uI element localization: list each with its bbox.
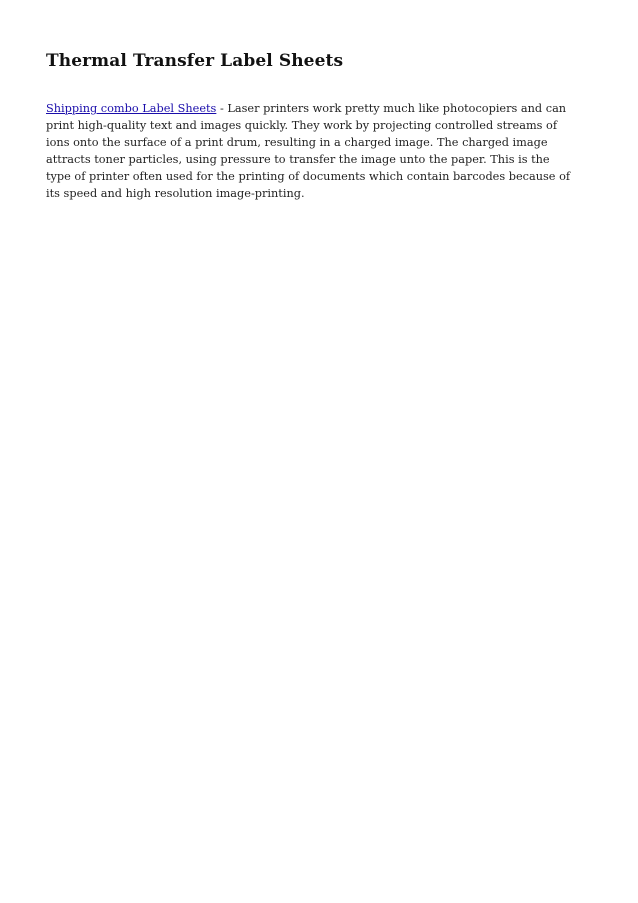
document-title: Thermal Transfer Label Sheets bbox=[46, 51, 344, 71]
shipping-combo-link[interactable]: Shipping combo Label Sheets bbox=[46, 102, 217, 115]
paragraph-text: Laser printers work pretty much like photocopiers and can print high-quality text and images quickly. They work by projecting controlled streams of ions onto the surface of a print drum, resulting in a charged image. The charged image attracts toner particles, using pressure to transfer the image unto the paper. This is the type of printer often used for the printing of documents which contain barcodes because of its speed and high resolution image-printing. bbox=[46, 102, 571, 200]
link-separator: - bbox=[216, 102, 228, 115]
body-paragraph bbox=[46, 100, 576, 202]
document-page bbox=[46, 50, 576, 202]
